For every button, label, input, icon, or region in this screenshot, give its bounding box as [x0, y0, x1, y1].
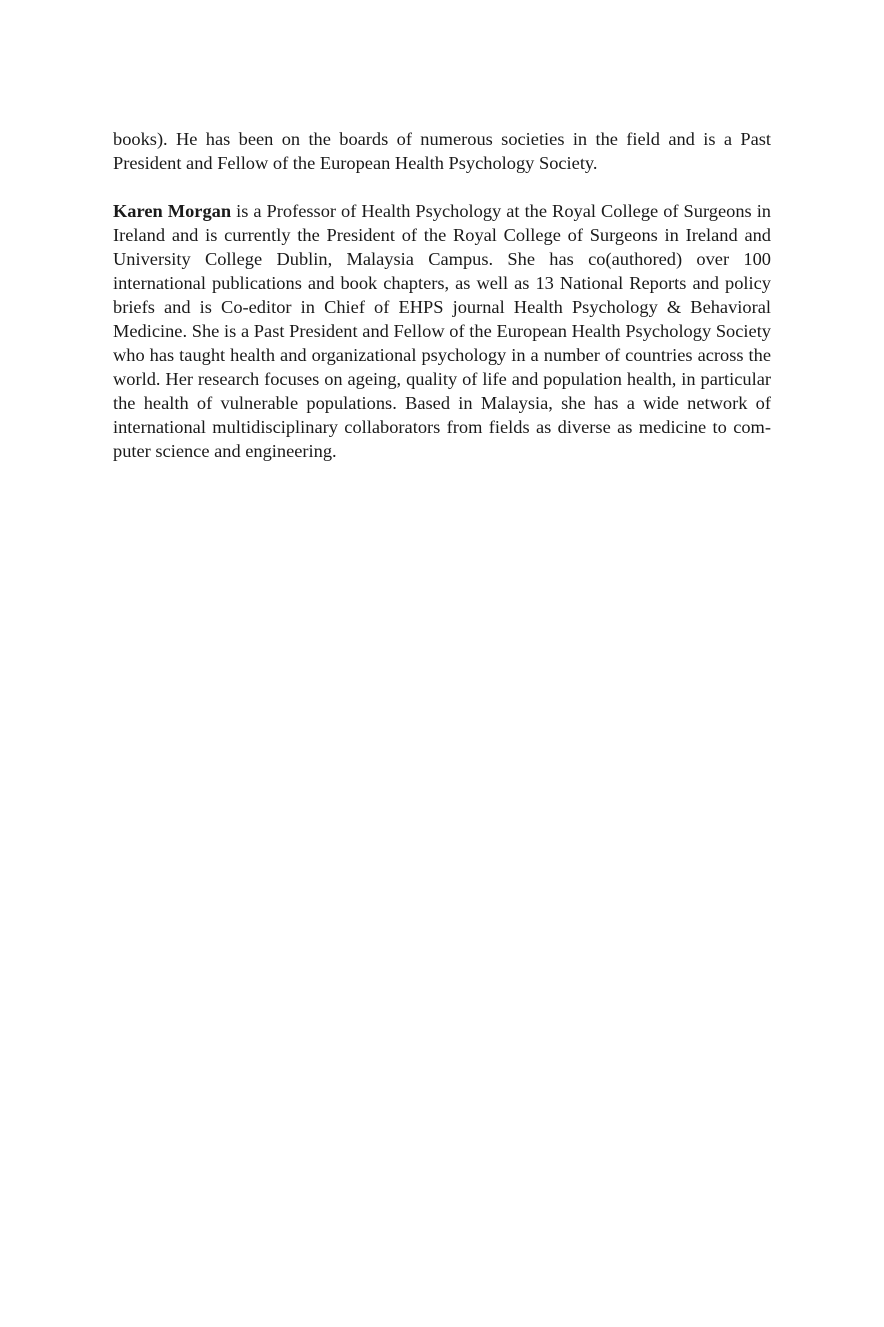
bio-paragraph-continued: [113, 127, 771, 175]
bio-text: books). He has been on the boards of numerous societies in the field and is a Past President and Fellow of the European Health Psychology Society.: [113, 129, 771, 173]
page-body: [113, 127, 771, 463]
bio-paragraph-karen-morgan: [113, 199, 771, 463]
author-name: Karen Morgan: [113, 201, 232, 221]
bio-text: is a Professor of Health Psychology at the Royal College of Surgeons in Ireland and is currently the President of the Royal College of Surgeons in Ireland and University College Dublin, Malaysia Campus. She has co(authored) over 100 international publications and book chapters, as well as 13 National Reports and policy briefs and is Co-editor in Chief of EHPS journal Health Psychology & Behavioral Medicine. She is a Past President and Fellow of the European Health Psychology Society who has taught health and organizational psychology in a number of countries across the world. Her research focuses on ageing, quality of life and population health, in particular the health of vulnerable populations. Based in Malaysia, she has a wide network of international multidisciplinary collaborators from fields as diverse as medicine to computer science and engineering.: [113, 201, 771, 461]
